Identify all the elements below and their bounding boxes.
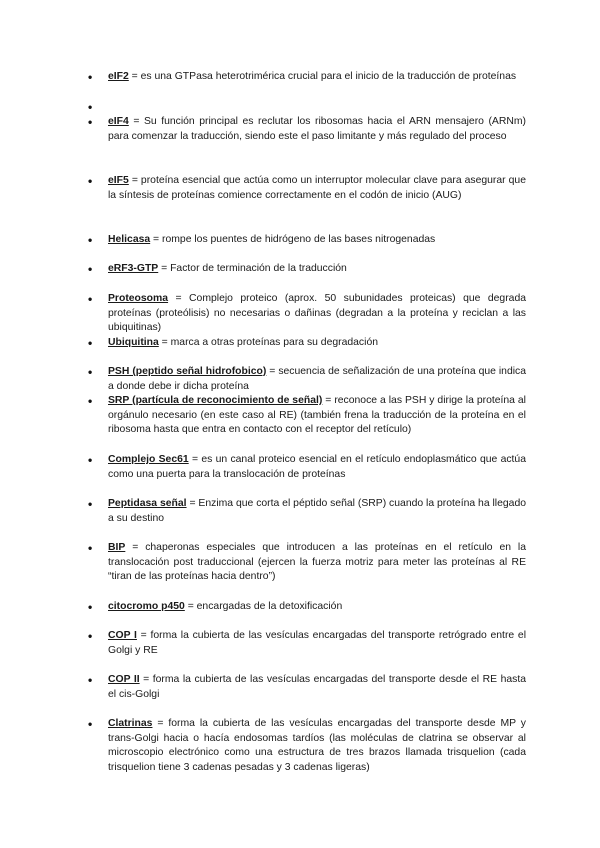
glossary-item-cop-ii bbox=[108, 673, 526, 702]
glossary-item-psh bbox=[108, 365, 526, 394]
definition-cop-i: forma la cubierta de las vesículas encargadas del transporte retrógrado entre el Golgi y RE bbox=[108, 630, 527, 656]
definition-srp: reconoce a las PSH y dirige la proteína al orgánulo necesario (en este caso al RE) (también frena la traducción de la proteína en el ribosoma hasta que entra en contacto con el receptor del retículo) bbox=[108, 395, 526, 436]
definition-erf3-gtp: Factor de terminación de la traducción bbox=[170, 263, 347, 274]
glossary-item-helicasa bbox=[108, 233, 526, 248]
glossary-item-eif5 bbox=[108, 174, 526, 203]
definition-citocromo-p450: encargadas de la detoxificación bbox=[196, 601, 343, 612]
term-separator: = bbox=[139, 674, 153, 685]
term-cop-ii: COP II bbox=[108, 674, 140, 685]
term-citocromo-p450: citocromo p450 bbox=[108, 601, 185, 612]
term-helicasa: Helicasa bbox=[108, 234, 151, 245]
term-clatrinas: Clatrinas bbox=[108, 718, 153, 729]
term-separator: = bbox=[150, 234, 163, 245]
term-separator: = bbox=[125, 542, 146, 553]
term-separator: = bbox=[128, 175, 141, 186]
term-separator: = bbox=[184, 601, 197, 612]
definition-eif4: Su función principal es reclutar los ribosomas hacia el ARN mensajero (ARNm) para comenzar la traducción, siendo este el paso limitante y más regulado del proceso bbox=[108, 116, 526, 142]
term-separator: = bbox=[158, 263, 171, 274]
glossary-item-eif2 bbox=[108, 70, 526, 85]
glossary-item-cop-i bbox=[108, 629, 526, 658]
term-peptidasa-senal: Peptidasa señal bbox=[108, 498, 187, 509]
term-eif4: eIF4 bbox=[108, 116, 129, 127]
definition-proteosoma: Complejo proteico (aprox. 50 subunidades proteicas) que degrada proteínas (proteólisis) no necesarias o dañinas (degradan a la proteína y reciclan a las ubiquitinas) bbox=[108, 293, 527, 334]
term-separator: = bbox=[128, 71, 141, 82]
glossary-item-erf3-gtp bbox=[108, 262, 526, 277]
term-ubiquitina: Ubiquitina bbox=[108, 337, 159, 348]
glossary-item-clatrinas bbox=[108, 717, 526, 775]
term-complejo-sec61: Complejo Sec61 bbox=[108, 454, 189, 465]
term-cop-i: COP I bbox=[108, 630, 137, 641]
definition-eif5: proteína esencial que actúa como un interruptor molecular clave para asegurar que la síntesis de proteínas comience correctamente en el codón de inicio (AUG) bbox=[108, 175, 526, 201]
term-separator: = bbox=[128, 116, 144, 127]
glossary-item-eif4 bbox=[108, 115, 526, 144]
term-eif5: eIF5 bbox=[108, 175, 129, 186]
term-srp: SRP (partícula de reconocimiento de señal) bbox=[108, 395, 323, 406]
term-separator: = bbox=[266, 366, 279, 377]
term-bip: BIP bbox=[108, 542, 126, 553]
term-psh: PSH (peptido señal hidrofobico) bbox=[108, 366, 267, 377]
glossary-item-peptidasa-senal bbox=[108, 497, 526, 526]
definition-cop-ii: forma la cubierta de las vesículas encargadas del transporte desde el RE hasta el cis-Golgi bbox=[108, 674, 526, 700]
term-eif2: eIF2 bbox=[108, 71, 129, 82]
definition-complejo-sec61: es un canal proteico esencial en el retículo endoplasmático que actúa como una puerta para la translocación de proteínas bbox=[108, 454, 526, 480]
definition-helicasa: rompe los puentes de hidrógeno de las bases nitrogenadas bbox=[162, 234, 436, 245]
term-separator: = bbox=[322, 395, 335, 406]
definition-psh: secuencia de señalización de una proteína que indica a donde debe ir dicha proteína bbox=[108, 366, 527, 392]
definition-peptidasa-senal: Enzima que corta el péptido señal (SRP) cuando la proteína ha llegado a su destino bbox=[108, 498, 527, 524]
term-separator: = bbox=[168, 293, 190, 304]
term-proteosoma: Proteosoma bbox=[108, 293, 169, 304]
definition-bip: chaperonas especiales que introducen a las proteínas en el retículo en la translocación post traduccional (ejercen la fuerza motriz para meter las proteínas al RE “tiran de las proteínas hacia dentro”) bbox=[108, 542, 527, 583]
glossary-item-bip bbox=[108, 541, 526, 585]
glossary-item-citocromo-p450 bbox=[108, 600, 526, 615]
definition-eif2: es una GTPasa heterotrimérica crucial para el inicio de la traducción de proteínas bbox=[140, 71, 517, 82]
term-separator: = bbox=[186, 498, 199, 509]
term-separator: = bbox=[152, 718, 169, 729]
glossary-item-complejo-sec61 bbox=[108, 453, 526, 482]
term-separator: = bbox=[158, 337, 171, 348]
glossary-item-proteosoma bbox=[108, 292, 526, 336]
term-separator: = bbox=[136, 630, 151, 641]
term-erf3-gtp: eRF3-GTP bbox=[108, 263, 159, 274]
glossary-item-srp bbox=[108, 394, 526, 438]
definition-ubiquitina: marca a otras proteínas para su degradación bbox=[170, 337, 378, 348]
definition-clatrinas: forma la cubierta de las vesículas encargadas del transporte desde MP y trans-Golgi hacia o hacía endosomas tardíos (las moléculas de clatrina se observar al microscopio electrónico como una estructura de tres brazos llamada trisquelion (cada trisquelion tiene 3 cadenas pesadas y 3 cadenas ligeras) bbox=[108, 718, 526, 773]
term-separator: = bbox=[188, 454, 202, 465]
glossary-item-ubiquitina bbox=[108, 336, 526, 351]
